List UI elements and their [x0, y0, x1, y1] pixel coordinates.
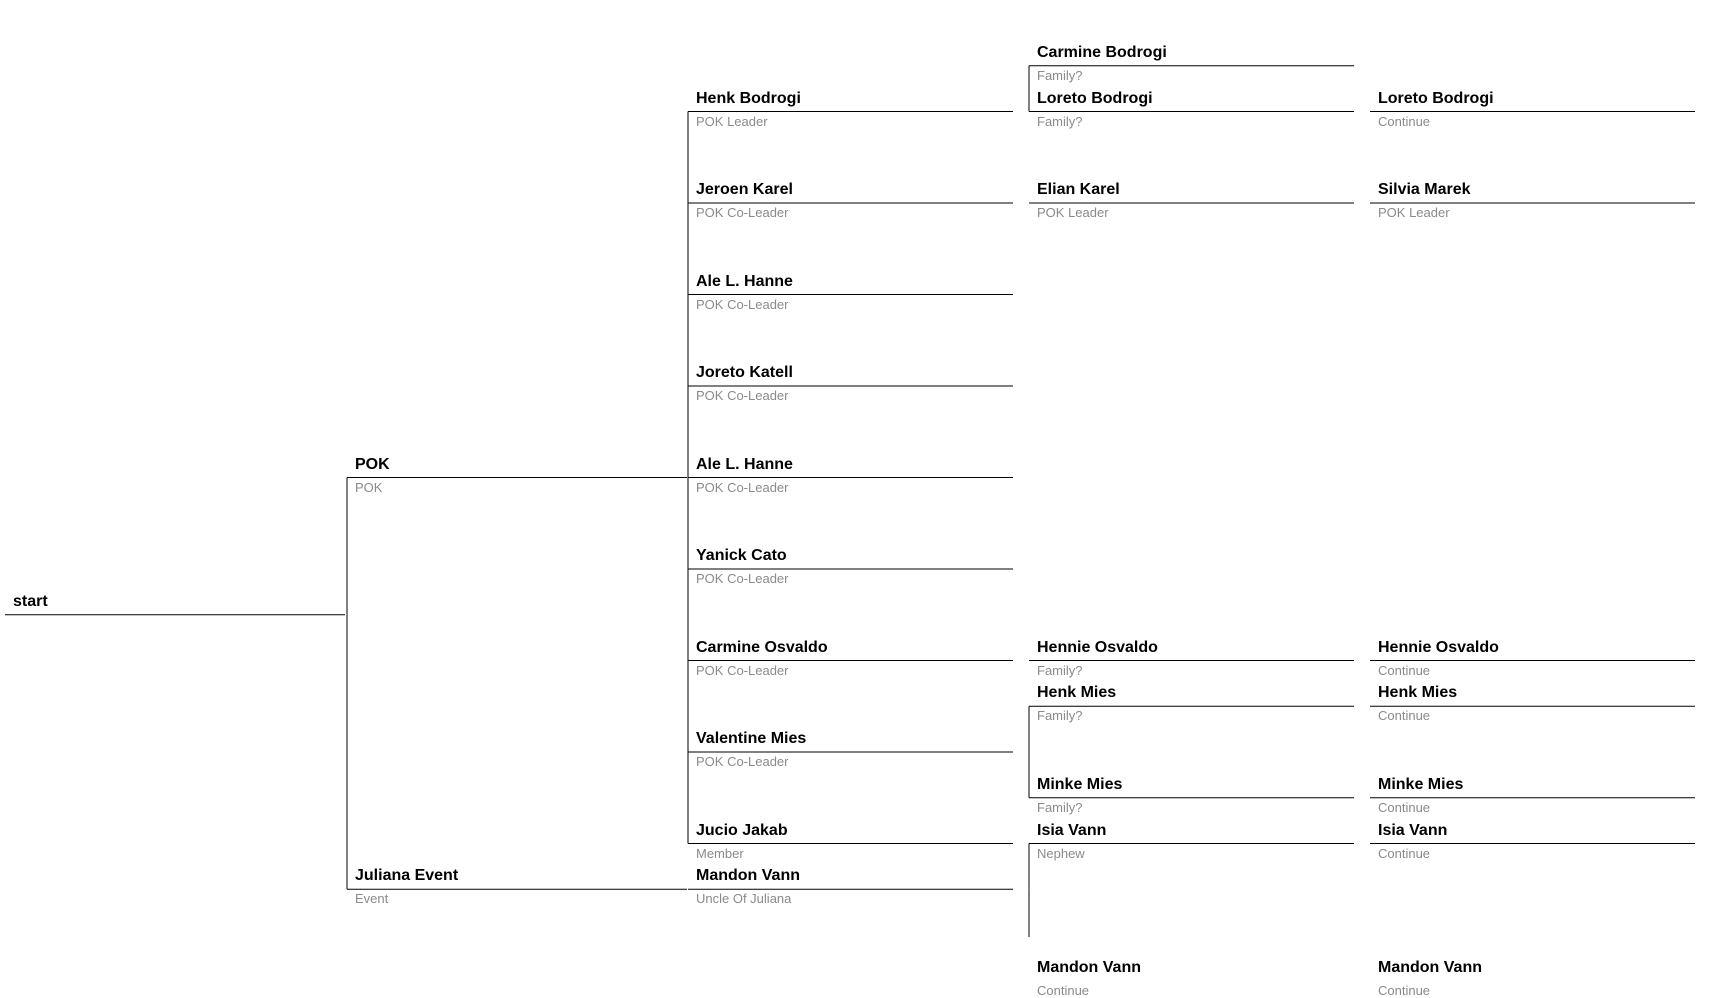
- node-name: Minke Mies: [1378, 775, 1464, 793]
- node-name: Silvia Marek: [1378, 181, 1471, 198]
- node-role: POK Co-Leader: [696, 296, 789, 312]
- node-role: POK Co-Leader: [696, 205, 789, 220]
- node-role: Continue: [1378, 845, 1431, 861]
- node-name: Carmine Bodrogi: [1037, 43, 1167, 61]
- node-name: Joreto Katell: [696, 364, 793, 381]
- node-role: Family?: [1037, 113, 1083, 129]
- node-role: Family?: [1037, 67, 1083, 83]
- node-name: Isia Vann: [1378, 821, 1448, 839]
- node-role: Continue: [1378, 113, 1431, 129]
- node-role: Event: [355, 891, 389, 907]
- node-role: Continue: [1378, 662, 1431, 678]
- node-name: Juliana Event: [355, 867, 459, 885]
- node-name: Valentine Mies: [696, 730, 807, 747]
- node-name: Henk Mies: [1037, 684, 1117, 702]
- node-role: POK Leader: [1378, 205, 1450, 220]
- node-name: Mandon Vann: [1037, 958, 1141, 976]
- node-name: Minke Mies: [1037, 775, 1123, 793]
- node-name: POK: [355, 455, 390, 473]
- node-name: Henk Mies: [1378, 684, 1458, 702]
- node-name: Mandon Vann: [1378, 958, 1482, 976]
- node-role: Family?: [1037, 662, 1083, 678]
- node-role: Continue: [1037, 982, 1090, 998]
- node-role: Continue: [1378, 799, 1431, 815]
- node-role: Nephew: [1037, 845, 1085, 861]
- node-role: Continue: [1378, 708, 1431, 724]
- node-name: Jucio Jakab: [696, 821, 788, 839]
- node-role: Family?: [1037, 799, 1083, 815]
- node-name: Jeroen Karel: [696, 181, 793, 198]
- node-role: Family?: [1037, 708, 1083, 724]
- node-role: POK Co-Leader: [696, 754, 789, 769]
- node-name: Hennie Osvaldo: [1378, 638, 1499, 656]
- node-role: POK Co-Leader: [696, 388, 789, 403]
- node-name: start: [13, 592, 48, 610]
- node-name: Isia Vann: [1037, 821, 1107, 839]
- node-role: POK Co-Leader: [696, 479, 789, 495]
- node-role: Uncle Of Juliana: [696, 891, 792, 907]
- node-name: Ale L. Hanne: [696, 455, 793, 473]
- node-name: Loreto Bodrogi: [1037, 89, 1153, 107]
- node-role: Continue: [1378, 982, 1431, 998]
- node-name: Elian Karel: [1037, 181, 1120, 198]
- node-name: Loreto Bodrogi: [1378, 89, 1494, 107]
- node-role: Member: [696, 845, 744, 861]
- node-role: POK Leader: [1037, 205, 1109, 220]
- node-name: Yanick Cato: [696, 547, 787, 564]
- node-name: Ale L. Hanne: [696, 272, 793, 290]
- node-name: Mandon Vann: [696, 867, 800, 885]
- node-name: Carmine Osvaldo: [696, 638, 828, 656]
- node-role: POK Co-Leader: [696, 662, 789, 678]
- node-name: Henk Bodrogi: [696, 89, 801, 107]
- node-role: POK Leader: [696, 113, 768, 129]
- node-role: POK Co-Leader: [696, 571, 789, 586]
- node-name: Hennie Osvaldo: [1037, 638, 1158, 656]
- node-role: POK: [355, 479, 383, 495]
